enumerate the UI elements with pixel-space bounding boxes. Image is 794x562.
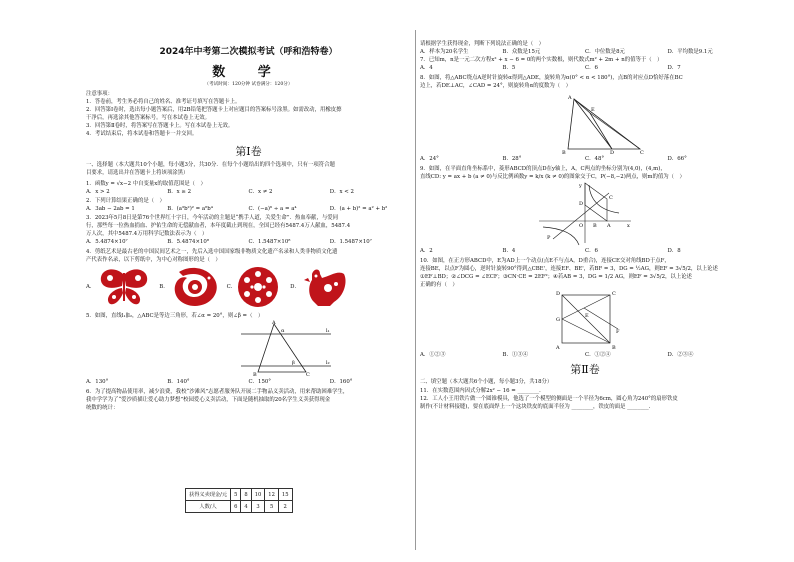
table-cell: 人数/人 (186, 501, 231, 513)
notes-heading: 注意事项： (86, 91, 113, 97)
q7-option-c[interactable]: C．6 (585, 65, 598, 72)
label-b: B (612, 345, 616, 352)
q9-figure (535, 181, 635, 247)
q6-option-c[interactable]: C．中位数是8元 (585, 49, 625, 56)
q5-option-c[interactable]: C．150° (248, 378, 271, 385)
q12-line-1: 12．工人小王用铁片做一个圆锥模具，他选了一个模型的侧面是一个半径为6cm，圆心角为240°的扇形铁皮 (420, 395, 678, 402)
q8-option-a[interactable]: A．24° (420, 155, 439, 162)
q7-stem: 7．已知m，n是一元二次方程x² + x − 6 = 0的两个实数根，则代数式m² + 2m + n的值等于（ ） (420, 57, 663, 64)
q7-option-a[interactable]: A．4 (420, 65, 433, 72)
snowflake-papercut-icon[interactable] (236, 265, 280, 309)
q10-figure (552, 289, 622, 351)
segment-eb (562, 319, 610, 343)
table-cell: 5 (265, 501, 279, 513)
label-b: B (253, 371, 257, 378)
q4-label-c[interactable]: C． (226, 283, 237, 290)
q6-option-d[interactable]: D．平均数是9.1元 (667, 49, 713, 56)
table-cell: 3 (251, 501, 265, 513)
label-l1: l₁ (326, 327, 330, 334)
q3-option-c[interactable]: C．1.5487×10⁸ (248, 239, 291, 246)
section-2-heading: 二、填空题（本大题共6个小题，每小题3分，共18分） (420, 379, 553, 386)
q5-options (86, 378, 411, 386)
table-cell: 5 (231, 489, 241, 501)
label-e: E (591, 106, 595, 113)
q7-option-b[interactable]: B．5 (502, 65, 516, 72)
exam-title: 2024年中考第二次模拟考试（呼和浩特卷） (159, 47, 338, 57)
table-cell: 4 (241, 501, 251, 513)
q1-option-c[interactable]: C．x ≠ 2 (248, 188, 273, 195)
q6-table (185, 488, 293, 513)
label-l2: l₂ (326, 359, 330, 366)
q3-option-d[interactable]: D．1.5487×10⁷ (329, 239, 372, 246)
butterfly-papercut-icon[interactable] (95, 267, 153, 307)
label-alpha: α (281, 327, 285, 334)
q1-option-a[interactable]: A．x > 2 (86, 188, 110, 195)
q1-options (86, 188, 411, 196)
label-b: B (593, 222, 597, 229)
diagonal-bd (562, 295, 610, 343)
q7-options (420, 64, 750, 72)
q9-line-2: 直线CD: y = ax + b (a ≠ 0)与反比例函数y = k/x (k ≠ 0)的图象交于C，P(−8,−2)两点，则m的值为（ ） (420, 173, 685, 180)
q8-option-b[interactable]: B．28° (502, 155, 522, 162)
q3-option-a[interactable]: A．5.4874×10⁷ (86, 239, 128, 246)
label-c: C (306, 371, 310, 378)
q6-line-2: 我中学学为了“爱沙质描让爱心助力梦想”校园爱心义卖活动，下面是随机抽取的20名学生义卖获得现金 (86, 396, 331, 403)
label-d: D (610, 149, 615, 155)
note-2b: 干净后，再选涂其他答案标号。写在本试卷上无效。 (86, 115, 210, 122)
table-cell: 15 (278, 489, 292, 501)
label-g: G (556, 317, 560, 324)
q8-line-2: 边上，若DE⊥AC，∠CAD = 24°，则旋转角α的度数为（ ） (420, 83, 571, 90)
left-column (86, 34, 411, 412)
label-b: B (562, 149, 566, 155)
q6-line-1: 6．为了提高物品使用率，减少浪费，我校“沙滩风”志愿者服务队开展二手物品义卖活动，用来帮助困难学生， (86, 388, 349, 395)
segment-ef (584, 308, 618, 329)
q5-option-d[interactable]: D．160° (329, 378, 353, 385)
q4-label-d[interactable]: D． (290, 283, 300, 290)
q8-line-1: 8．如图，将△ABC绕点A逆时针旋转α得到△ADE，旋转角为α(0° < α < 180°)，点B的对应点D恰好落在BC (420, 75, 683, 82)
q1-stem: 1．函数y = √x−2 中自变量x的取值范围是（ ） (86, 180, 206, 187)
q10-line-2: 连接BE，以点F为圆心，逆时针旋转90°得到△CBE'，连接EF、BE'，若BF = 3，DG = ½AG，则EF = 3√5/2，以上论述 (420, 266, 718, 273)
label-x: x (627, 222, 630, 229)
label-y: y (579, 182, 582, 189)
q10-option-a[interactable]: A．①②③ (420, 352, 446, 359)
q8-figure (560, 91, 650, 155)
table-cell: 12 (265, 489, 279, 501)
q3-line-1: 3．2023年5月8日是第76个世界红十字日，今年活动的主题是“携手人道，关爱生命”．热血奉献，与爱同 (86, 215, 339, 222)
q9-option-c[interactable]: C．6 (585, 247, 598, 254)
q10-options (420, 351, 750, 359)
q1-option-b[interactable]: B．x ≥ 2 (167, 188, 192, 195)
label-d: D (579, 200, 584, 207)
q3-option-b[interactable]: B．5.4874×10⁸ (167, 239, 210, 246)
q4-line-1: 4．剪纸艺术是最古老的中国民间艺术之一，先后入选中国国家级非物质文化遗产名录和人类非物质文化遗 (86, 248, 338, 255)
q5-option-a[interactable]: A．130° (86, 378, 109, 385)
note-4: 4．考试结束后，将本试卷和答题卡一并交回。 (86, 131, 198, 138)
note-1: 1．答卷前，考生务必将自己的姓名、准考证号填写在答题卡上。 (86, 99, 241, 106)
q2-option-b[interactable]: B．(a³b²)² = a⁶b⁴ (167, 206, 213, 213)
column-divider (415, 30, 416, 550)
q8-options (420, 155, 750, 163)
q2-stem: 2．下列计算结果正确的是（ ） (86, 197, 165, 204)
table-cell: 获得义卖现金/元 (186, 489, 231, 501)
q9-option-d[interactable]: D．8 (667, 247, 681, 254)
part-1-heading: 第Ⅰ卷 (235, 144, 262, 158)
table-cell: 2 (278, 501, 292, 513)
q2-option-d[interactable]: D．(a + b)² = a² + b² (329, 206, 388, 213)
table-cell: 10 (251, 489, 265, 501)
q10-option-c[interactable]: C．①②④ (585, 352, 611, 359)
label-a: A (607, 222, 611, 229)
label-c: C (609, 194, 613, 201)
q6-line-3: 统数的统计： (86, 405, 119, 412)
label-e: E (585, 313, 589, 320)
dragon-papercut-icon[interactable] (169, 266, 221, 308)
label-p: P (547, 234, 551, 241)
table-row (186, 501, 293, 513)
q10-line-1: 10．如图，在正方形ABCD中，E为AD上一个动点(点E不与点A，D重合)，连接CE交对角线BD于点F， (420, 257, 670, 264)
q5-option-b[interactable]: B．140° (167, 378, 190, 385)
q2-option-c[interactable]: C．(−a)⁶ ÷ a = a⁴ (248, 206, 297, 213)
right-column (420, 40, 750, 411)
q10-option-d[interactable]: D．②③④ (667, 352, 694, 359)
q3-line-2: 行，那些每一位热血捐血、护佑生命的无偿献血者，本年度截止到现在，全国已经有5487.4万人献血，5487.4 (86, 223, 351, 230)
q9-options (420, 247, 750, 255)
note-3: 3．回答第Ⅱ卷时，将答案写在答题卡上。写在本试卷上无效。 (86, 123, 234, 130)
segment-ec (590, 113, 640, 149)
q9-line-1: 9．如图，在平面直角坐标系中，菱形ABCD的顶点D在y轴上，A，C两点的坐标分别为(4,0)，(4,m)， (420, 165, 666, 172)
table-row (186, 489, 293, 501)
exam-meta: （考试时间：120分钟 试卷满分：120分） (204, 82, 293, 87)
label-a: A (272, 319, 276, 326)
section-1-line-2: 目要求，请选出并在答题卡上将该项涂黑） (86, 169, 189, 176)
part-2-heading: 第Ⅱ卷 (570, 363, 600, 377)
q10-line-3: ①EF⊥BD；②∠DCG = ∠ECF；③CN·CE = 2EF²；④若AB = 3，DG = 1/2 AG，则EF = 3√5/2，以上论述 (420, 274, 692, 281)
table-cell: 8 (241, 489, 251, 501)
q6-continued: 请根据学生获得现金，判断下列说法正确的是（ ） (420, 41, 544, 47)
section-1-line-1: 一、选择题（本大题共10个小题，每小题3分，共30分．在每个小题给出的四个选项中，只有一项符合题 (86, 161, 335, 168)
q7-option-d[interactable]: D．7 (667, 65, 681, 72)
q4-options (86, 264, 411, 310)
q8-option-c[interactable]: C．48° (585, 155, 605, 162)
q4-label-b[interactable]: B． (159, 283, 169, 290)
table-cell: 6 (231, 501, 241, 513)
q4-label-a[interactable]: A． (86, 283, 96, 290)
label-c: C (612, 291, 616, 298)
q9-option-b[interactable]: B．4 (502, 247, 516, 254)
label-d: D (556, 291, 561, 298)
q3-options (86, 238, 411, 246)
q8-option-d[interactable]: D．66° (667, 155, 687, 162)
q10-line-4: 正确的有（ ） (420, 282, 458, 289)
label-o: O (579, 222, 584, 229)
q10-option-b[interactable]: B．①③④ (502, 352, 529, 359)
q3-line-3: 万人次，其中5487.4万用科学记数法表示为（ ） (86, 231, 208, 238)
rooster-papercut-icon[interactable] (300, 266, 350, 308)
label-a: A (568, 94, 572, 101)
q6-option-a[interactable]: A．样本为20名学生 (420, 49, 469, 56)
q11-stem[interactable]: 11．在实数范围内因式分解2x² − 16 = ________． (420, 387, 545, 394)
label-a: A (556, 345, 560, 352)
q5-stem: 5．如图，直线l₁∥l₂，△ABC是等边三角形，若∠α = 20°，则∠β =（ ） (86, 312, 264, 319)
label-beta: β (292, 359, 295, 366)
label-f: F (616, 329, 620, 336)
note-2: 2．回答第Ⅰ卷时，选出每小题答案后，用2B铅笔把答题卡上对应题目的答案标号涂黑。如需改动，用橡皮擦 (86, 107, 342, 114)
label-c: C (640, 149, 644, 155)
q6-options (420, 48, 750, 56)
subject-title: 数 学 (212, 65, 285, 80)
q1-option-d[interactable]: D．x < 2 (329, 188, 354, 195)
q2-options (86, 205, 411, 213)
q4-line-2: 产代表作名录，以下剪纸中，为中心对称图形的是（ ） (86, 256, 221, 263)
q6-option-b[interactable]: B．众数是15元 (502, 49, 541, 56)
q12-line-2[interactable]: 制作(不计材料接缝)，要在底面焊上一个这块铁皮的底面半径为 ________，铁皮的面是 ________． (420, 403, 655, 410)
q5-figure (236, 320, 336, 378)
q9-option-a[interactable]: A．2 (420, 247, 433, 254)
q2-option-a[interactable]: A．3ab − 2ab = 1 (86, 206, 135, 213)
